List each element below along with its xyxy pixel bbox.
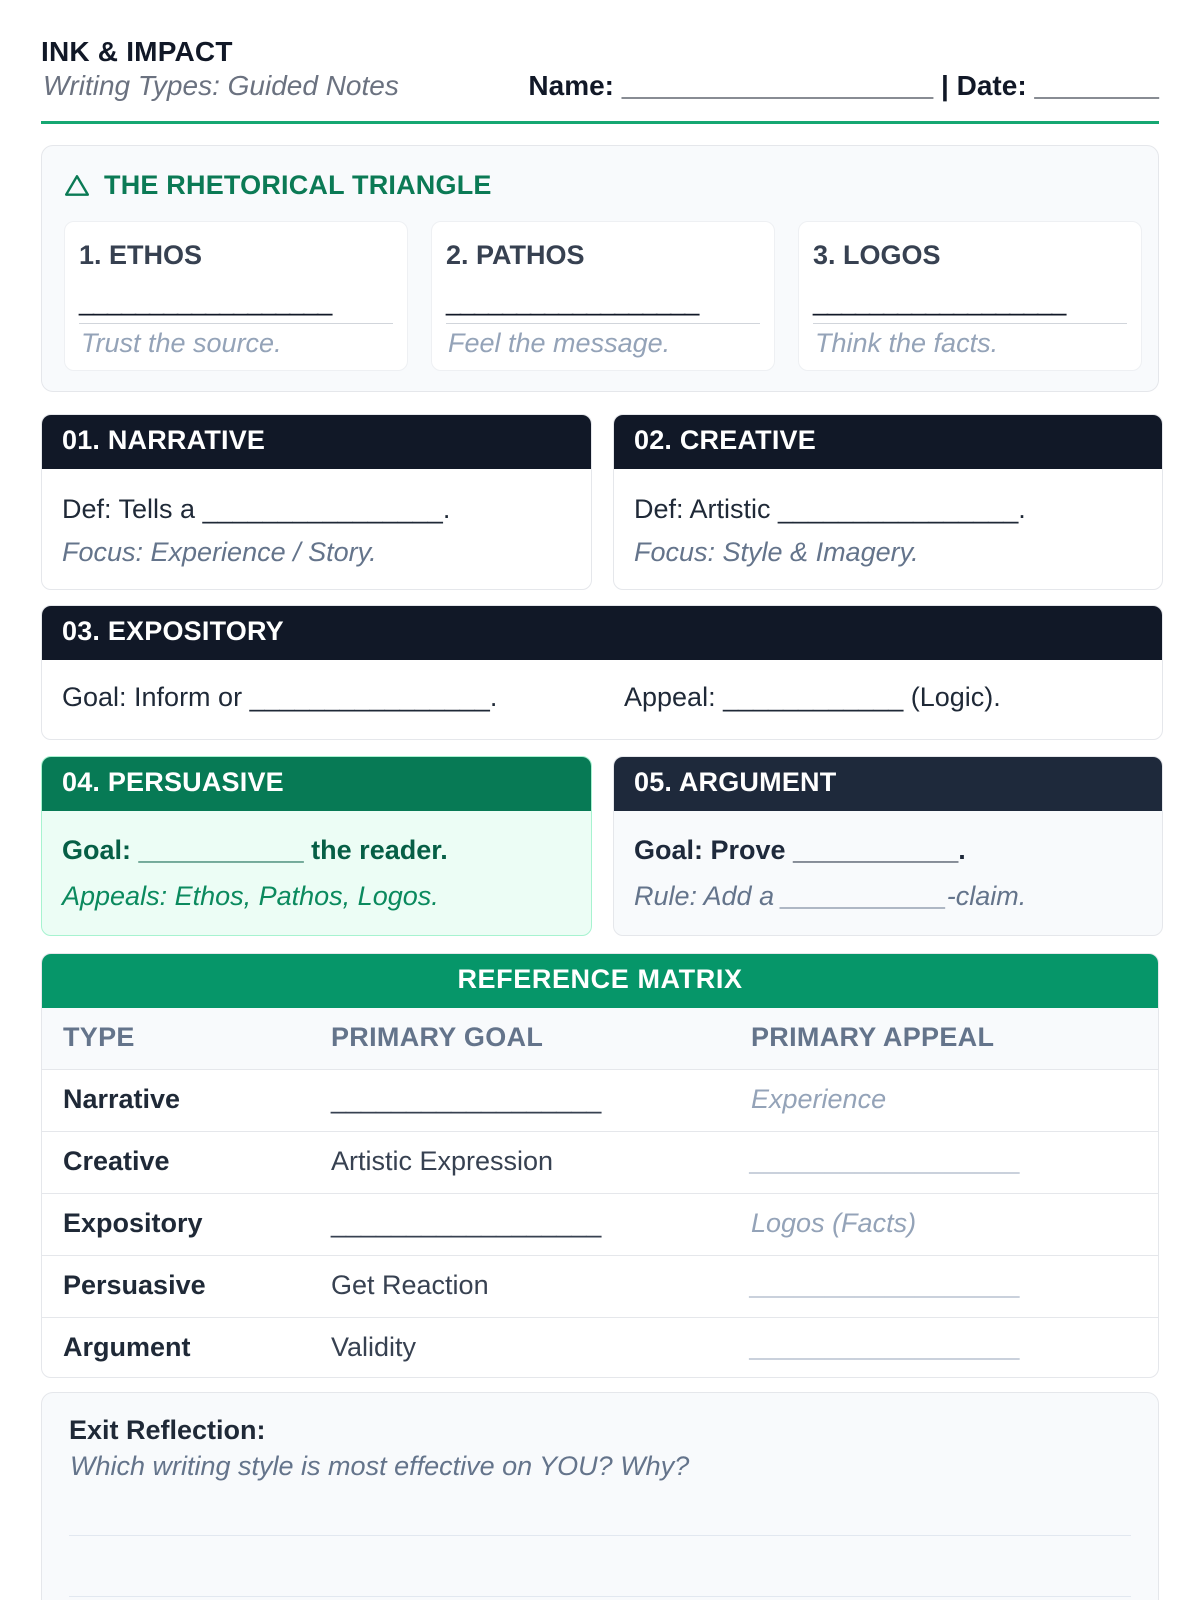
answer-line[interactable] bbox=[69, 1596, 1131, 1597]
row-goal: Validity bbox=[331, 1332, 417, 1362]
pathos-box bbox=[431, 221, 775, 371]
narrative-focus: Focus: Experience / Story. bbox=[62, 537, 377, 567]
creative-definition[interactable]: Def: Artistic ________________. bbox=[634, 494, 1026, 524]
row-goal: Artistic Expression bbox=[331, 1146, 554, 1176]
worksheet-subtitle: Writing Types: Guided Notes bbox=[43, 70, 399, 101]
row-goal[interactable]: __________________ bbox=[331, 1208, 602, 1238]
logos-hint: Think the facts. bbox=[815, 328, 999, 358]
name-date-field[interactable]: Name: ____________________ | Date: ________ bbox=[528, 70, 1159, 101]
row-type: Expository bbox=[63, 1208, 203, 1238]
row-goal: Get Reaction bbox=[331, 1270, 489, 1300]
persuasive-goal[interactable]: Goal: ___________ the reader. bbox=[62, 835, 448, 865]
argument-card bbox=[613, 756, 1163, 936]
narrative-card bbox=[41, 414, 592, 590]
ethos-box bbox=[64, 221, 408, 371]
expository-header: 03. EXPOSITORY bbox=[42, 606, 1162, 660]
logos-blank[interactable]: __________________ bbox=[813, 286, 1066, 316]
row-appeal: Logos (Facts) bbox=[751, 1208, 917, 1238]
ethos-blank[interactable]: __________________ bbox=[79, 286, 332, 316]
row-appeal[interactable]: __________________ bbox=[751, 1332, 1022, 1362]
row-appeal[interactable]: __________________ bbox=[751, 1270, 1022, 1300]
creative-focus: Focus: Style & Imagery. bbox=[634, 537, 919, 567]
column-header-appeal: PRIMARY APPEAL bbox=[751, 1022, 995, 1052]
exit-reflection-card bbox=[41, 1392, 1159, 1600]
row-type: Creative bbox=[63, 1146, 170, 1176]
triangle-title-text: THE RHETORICAL TRIANGLE bbox=[104, 170, 492, 200]
table-row bbox=[42, 1256, 1158, 1318]
worksheet-header bbox=[41, 34, 1159, 124]
pathos-label: 2. PATHOS bbox=[446, 240, 585, 270]
argument-header: 05. ARGUMENT bbox=[614, 757, 1162, 811]
narrative-header: 01. NARRATIVE bbox=[42, 415, 591, 469]
row-appeal: Experience bbox=[751, 1084, 887, 1114]
expository-goal[interactable]: Goal: Inform or ________________. bbox=[62, 682, 498, 712]
table-row bbox=[42, 1070, 1158, 1132]
row-goal[interactable]: __________________ bbox=[331, 1084, 602, 1114]
answer-line[interactable] bbox=[69, 1535, 1131, 1536]
rhetorical-triangle-title bbox=[64, 170, 492, 201]
ethos-hint: Trust the source. bbox=[81, 328, 282, 358]
triangle-icon bbox=[64, 173, 90, 199]
persuasive-appeals: Appeals: Ethos, Pathos, Logos. bbox=[62, 881, 439, 911]
exit-reflection-question: Which writing style is most effective on YOU? Why? bbox=[70, 1451, 690, 1481]
logos-divider bbox=[813, 323, 1127, 324]
pathos-hint: Feel the message. bbox=[448, 328, 671, 358]
expository-card bbox=[41, 605, 1163, 740]
reference-matrix bbox=[41, 953, 1159, 1378]
ethos-label: 1. ETHOS bbox=[79, 240, 203, 270]
column-header-type: TYPE bbox=[63, 1022, 135, 1052]
pathos-divider bbox=[446, 323, 760, 324]
persuasive-card bbox=[41, 756, 592, 936]
column-header-goal: PRIMARY GOAL bbox=[331, 1022, 544, 1052]
matrix-header-row bbox=[42, 1008, 1158, 1070]
logos-box bbox=[798, 221, 1142, 371]
argument-rule[interactable]: Rule: Add a ___________-claim. bbox=[634, 881, 1027, 911]
brand-title: INK & IMPACT bbox=[41, 36, 233, 67]
logos-label: 3. LOGOS bbox=[813, 240, 941, 270]
row-type: Persuasive bbox=[63, 1270, 206, 1300]
row-appeal[interactable]: __________________ bbox=[751, 1146, 1022, 1176]
row-type: Narrative bbox=[63, 1084, 181, 1114]
argument-goal[interactable]: Goal: Prove ___________. bbox=[634, 835, 966, 865]
matrix-title: REFERENCE MATRIX bbox=[42, 954, 1158, 1008]
table-row bbox=[42, 1194, 1158, 1256]
creative-card bbox=[613, 414, 1163, 590]
ethos-divider bbox=[79, 323, 393, 324]
table-row bbox=[42, 1318, 1158, 1378]
table-row bbox=[42, 1132, 1158, 1194]
rhetorical-triangle-card bbox=[41, 145, 1159, 392]
exit-reflection-title: Exit Reflection: bbox=[69, 1415, 266, 1445]
row-type: Argument bbox=[63, 1332, 191, 1362]
narrative-definition[interactable]: Def: Tells a ________________. bbox=[62, 494, 451, 524]
persuasive-header: 04. PERSUASIVE bbox=[42, 757, 591, 811]
pathos-blank[interactable]: __________________ bbox=[446, 286, 699, 316]
expository-appeal[interactable]: Appeal: ____________ (Logic). bbox=[624, 682, 1001, 712]
creative-header: 02. CREATIVE bbox=[614, 415, 1162, 469]
